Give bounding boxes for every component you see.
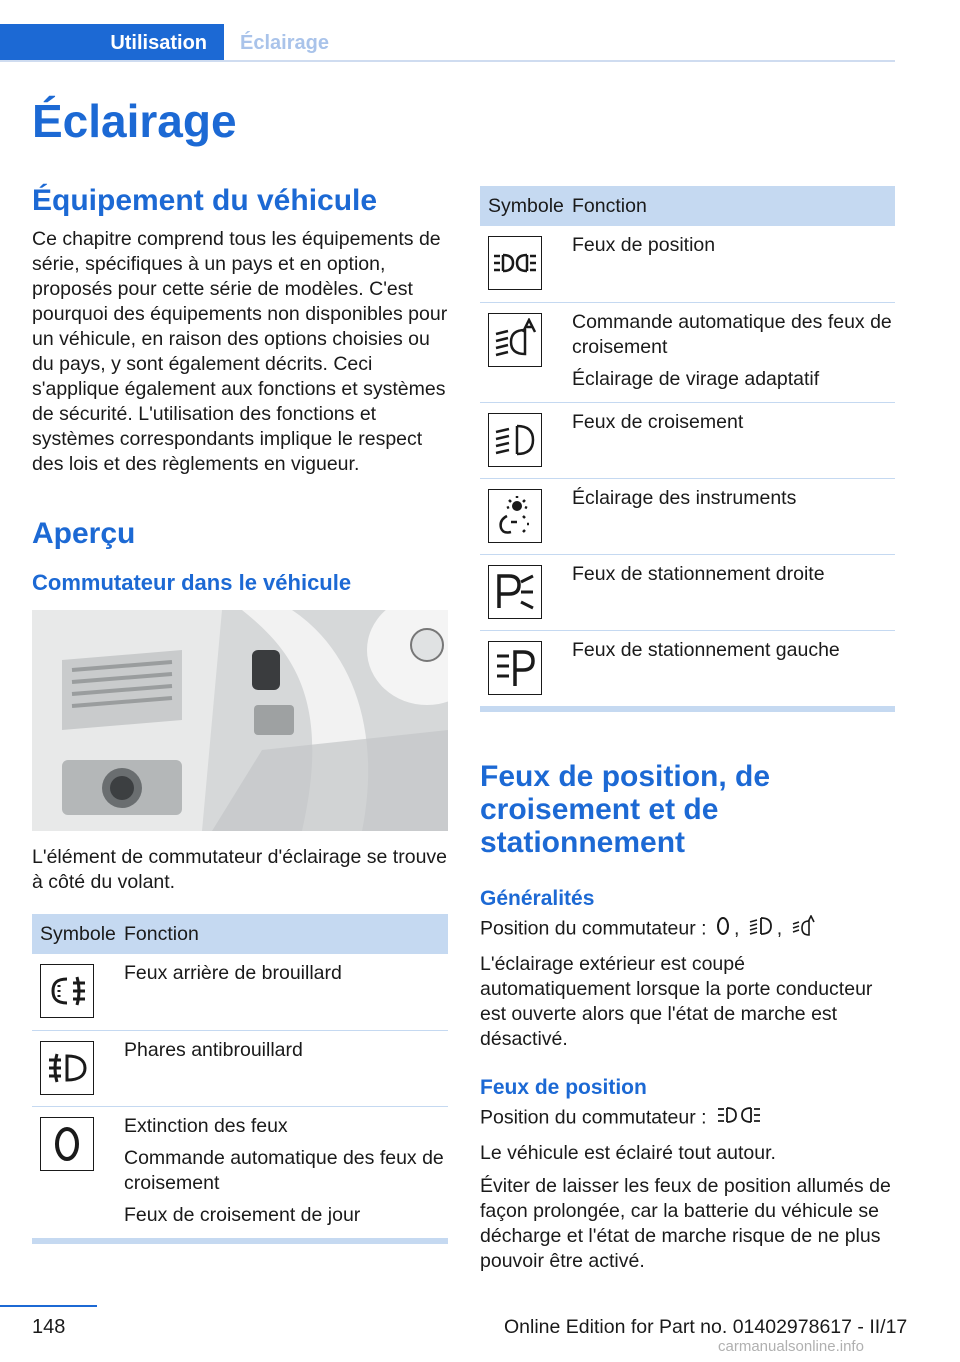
- function-text: Extinction des feux: [124, 1114, 288, 1137]
- table-cell-symbol: [32, 954, 124, 1030]
- table-row: [480, 478, 895, 554]
- table-header-function: Fonction: [124, 914, 448, 954]
- edition-note: Online Edition for Part no. 01402978617 - II/17: [504, 1316, 908, 1338]
- subsection-title-feux-position: Feux de position: [480, 1075, 647, 1099]
- separator: ,: [776, 917, 783, 940]
- function-text: Feux de croisement: [572, 410, 744, 433]
- table-end-rule: [32, 1239, 448, 1244]
- header-tab-eclairage[interactable]: Éclairage: [240, 32, 329, 54]
- table-end-rule: [480, 707, 895, 712]
- table-cell-function: [572, 402, 895, 478]
- table-cell-function: [572, 478, 895, 554]
- function-text: Commande automatique des feux de croisement: [124, 1146, 444, 1194]
- watermark: carmanualsonline.info: [718, 1338, 864, 1355]
- table-row: [32, 1030, 448, 1106]
- table-cell-function: [572, 630, 895, 706]
- symbol-table-left: [32, 914, 448, 1239]
- page-title: Éclairage: [32, 95, 237, 147]
- low-beam-icon: [749, 916, 773, 943]
- table-cell-function: [124, 1106, 448, 1238]
- lights-off-icon: [40, 1117, 94, 1171]
- function-text: Commande automatique des feux de croisement: [572, 310, 892, 358]
- subsection-title-commutateur: Commutateur dans le véhicule: [32, 570, 352, 595]
- position-paragraph-1: Le véhicule est éclairé tout autour.: [480, 1141, 776, 1164]
- table-row: [480, 226, 895, 302]
- switch-position-label: Position du commutateur :: [480, 917, 707, 940]
- parking-lights-icon: [716, 1104, 762, 1133]
- parking-light-left-icon: [488, 641, 542, 695]
- table-cell-function: [124, 1030, 448, 1106]
- table-row: [480, 302, 895, 402]
- function-text: Éclairage des instruments: [572, 486, 797, 509]
- switch-position-line: [480, 915, 895, 944]
- section-title-feux: Feux de position, de croisement et de stationnement: [480, 759, 771, 859]
- dashboard-photo: [32, 610, 448, 831]
- position-switch-line: [480, 1104, 895, 1133]
- switch-position-label: Position du commutateur :: [480, 1106, 707, 1129]
- separator: ,: [733, 917, 740, 940]
- table-row: [480, 402, 895, 478]
- table-row: [32, 1106, 448, 1238]
- table-cell-function: [572, 554, 895, 630]
- table-cell-symbol: [480, 630, 572, 706]
- position-paragraph-2: Éviter de laisser les feux de position allumés de façon prolongée, car la batterie du véhicule se décharge et l'état de marche risque de ne plus pouvoir être activé.: [480, 1174, 891, 1272]
- lights-off-icon: [716, 916, 730, 943]
- table-header-symbol: Symbole: [32, 914, 124, 954]
- table-header-symbol: Symbole: [480, 186, 572, 226]
- table-cell-symbol: [480, 226, 572, 302]
- subsection-title-generalites: Généralités: [480, 886, 595, 910]
- function-text: Feux de croisement de jour: [124, 1203, 361, 1226]
- parking-lights-icon: [488, 236, 542, 290]
- table-header-row: [480, 186, 895, 226]
- auto-low-beam-icon: [792, 915, 816, 944]
- table-cell-symbol: [32, 1106, 124, 1238]
- header-tab-utilisation[interactable]: Utilisation: [0, 24, 224, 62]
- table-header-function: Fonction: [572, 186, 895, 226]
- table-cell-symbol: [480, 302, 572, 402]
- footer-accent-bar: [0, 1305, 97, 1307]
- section-title-apercu: Aperçu: [32, 517, 136, 550]
- table-cell-function: [572, 302, 895, 402]
- symbol-table-right: [480, 186, 895, 707]
- section-title-equipement: Équipement du véhicule: [32, 184, 378, 217]
- table-cell-symbol: [32, 1030, 124, 1106]
- function-text: Phares antibrouillard: [124, 1038, 303, 1061]
- function-text: Feux de stationnement gauche: [572, 638, 840, 661]
- parking-light-right-icon: [488, 565, 542, 619]
- table-header-row: [32, 914, 448, 954]
- table-cell-symbol: [480, 402, 572, 478]
- left-column: [32, 184, 448, 1244]
- function-text: Feux arrière de brouillard: [124, 962, 342, 984]
- table-row: [32, 954, 448, 1030]
- table-cell-symbol: [480, 478, 572, 554]
- table-row: [480, 630, 895, 706]
- general-paragraph: L'éclairage extérieur est coupé automatiquement lorsque la porte conducteur est ouverte alors que l'état de marche est désactivé.: [480, 952, 873, 1050]
- low-beam-icon: [488, 413, 542, 467]
- function-text: Feux de stationnement droite: [572, 562, 825, 585]
- switch-caption: L'élément de commutateur d'éclairage se trouve à côté du volant.: [32, 846, 448, 893]
- right-column: [480, 186, 895, 1274]
- page-number: 148: [32, 1316, 66, 1338]
- function-text: Éclairage de virage adaptatif: [572, 367, 820, 390]
- auto-low-beam-icon: [488, 313, 542, 367]
- table-row: [480, 554, 895, 630]
- dashboard-illustration: [32, 610, 448, 831]
- intro-paragraph: Ce chapitre comprend tous les équipements de série, spécifiques à un pays et en option, proposés pour cette série de modèles. C'est pourquoi des équipements non disponibles pour un véhicule, en raison des options choisies ou du pays, y sont également décrits. Ceci s'applique également aux fonctions et systèmes de sécurité. L'utilisation des fonctions et systèmes correspondants implique le respect des lois et des règlements en vigueur.: [32, 228, 448, 475]
- rear-fog-light-icon: [40, 964, 94, 1018]
- header-divider: [0, 60, 895, 62]
- table-cell-function: [572, 226, 895, 302]
- table-cell-function: [124, 954, 448, 1030]
- function-text: Feux de position: [572, 234, 716, 256]
- instrument-lighting-icon: [488, 489, 542, 543]
- front-fog-light-icon: [40, 1041, 94, 1095]
- table-cell-symbol: [480, 554, 572, 630]
